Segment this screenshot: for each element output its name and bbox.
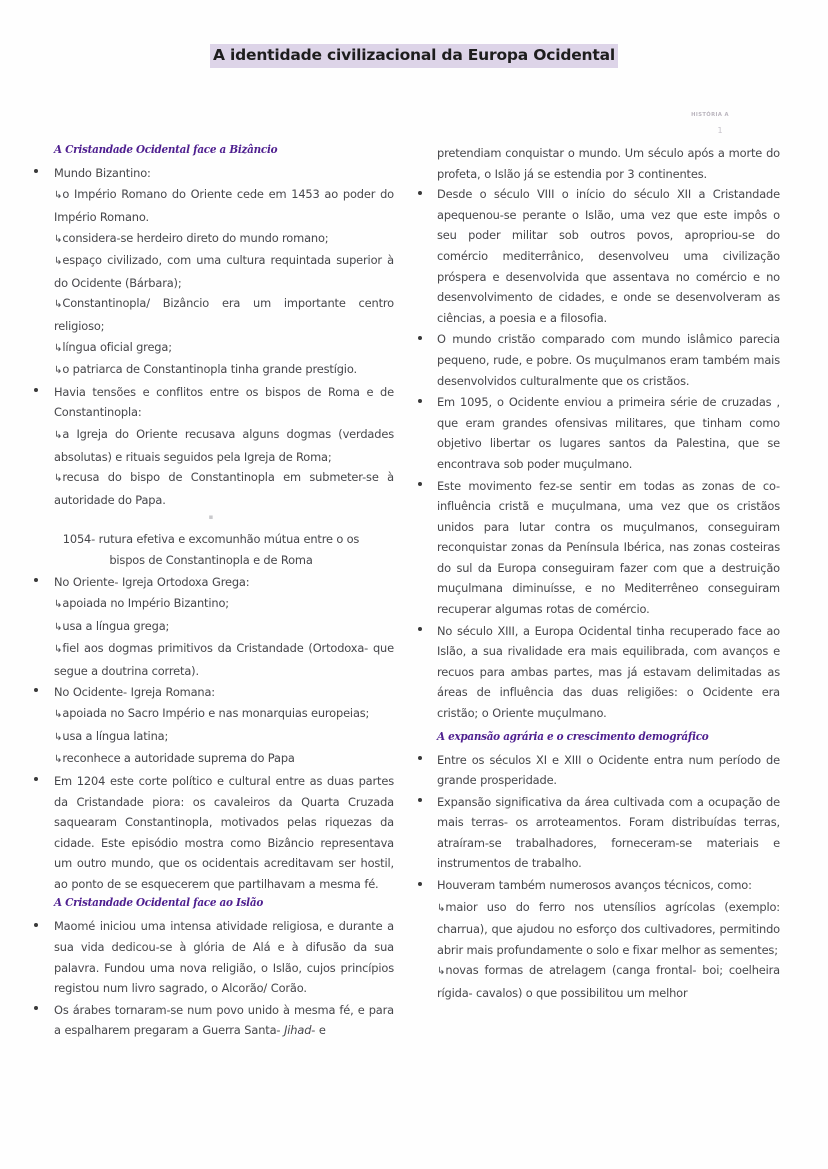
- section-heading-cristandade-islao: A Cristandade Ocidental face ao Islão: [54, 895, 263, 910]
- list-item: [28, 163, 394, 184]
- bullet-icon: [34, 169, 38, 173]
- page-number: 1: [717, 126, 723, 135]
- sub-list-item: [412, 897, 780, 961]
- sub-list-item-text: apoiada no Império Bizantino;: [62, 596, 229, 611]
- sub-list-item: [28, 467, 394, 510]
- sub-list-item-text: o Império Romano do Oriente cede em 1453 ao poder do Império Romano.: [54, 187, 394, 225]
- arrow-icon: ↳: [54, 342, 63, 354]
- sub-list-item-text: fiel aos dogmas primitivos da Cristandade (Ortodoxa- que segue a doutrina correta).: [54, 641, 394, 678]
- sub-list-item-text: usa a língua grega;: [62, 618, 170, 633]
- bullet-icon: [418, 756, 422, 760]
- sub-list-item-text: considera-se herdeiro direto do mundo romano;: [62, 230, 329, 245]
- sub-list-item-text: reconhece a autoridade suprema do Papa: [62, 751, 295, 766]
- bullet-icon: [34, 578, 38, 582]
- list-item: [28, 572, 394, 593]
- list-item: [412, 621, 780, 724]
- page-title: A identidade civilizacional da Europa Ocidental: [210, 44, 618, 68]
- right-column: [412, 143, 780, 1004]
- sub-list-item-text: maior uso do ferro nos utensílios agrícolas (exemplo: charrua), que ajudou no esforço dos cultivadores, permitindo abrir mais profundamente o solo e fixar melhor as sementes;: [437, 899, 780, 957]
- bullet-icon: [34, 923, 38, 927]
- list-item-text: Mundo Bizantino:: [54, 165, 151, 180]
- sub-list-item: [28, 593, 394, 616]
- left-column: [28, 143, 394, 1042]
- emphasis-jihad: Jihad: [284, 1023, 312, 1038]
- bullet-icon: [34, 1006, 38, 1010]
- sub-list-item-text: língua oficial grega;: [62, 339, 172, 354]
- sub-list-item: [28, 726, 394, 749]
- sub-list-item-text: novas formas de atrelagem (canga frontal- boi; coelheira rígida- cavalos) o que possibilitou um melhor: [437, 963, 780, 1001]
- sub-list-item-text: a Igreja do Oriente recusava alguns dogmas (verdades absolutas) e rituais seguidos pela Igreja de Roma;: [54, 427, 394, 464]
- bullet-icon: [418, 482, 422, 486]
- arrow-icon: ↳: [54, 190, 63, 202]
- running-header: HISTÓRIA A: [691, 112, 729, 118]
- arrow-icon: ↳: [54, 430, 63, 441]
- sub-list-item-text: recusa do bispo de Constantinopla em submeter-se à autoridade do Papa.: [54, 470, 394, 507]
- list-item: [412, 875, 780, 896]
- list-item-text: Em 1095, o Ocidente enviou a primeira série de cruzadas , que eram grandes ofensivas militares, que tinham como objetivo libertar os lugares santos da Palestina, que se encontrava sob poder muçulmano.: [437, 395, 780, 471]
- arrow-icon: ↳: [54, 473, 63, 485]
- sub-list-item: [28, 703, 394, 726]
- sub-list-item-text: espaço civilizado, com uma cultura requintada superior à do Ocidente (Bárbara);: [54, 253, 394, 290]
- list-item-text: Entre os séculos XI e XIII o Ocidente entra num período de grande prosperidade.: [437, 752, 780, 788]
- sub-list-item: [28, 337, 394, 360]
- list-item: [412, 476, 780, 620]
- text-part-2: - e: [311, 1023, 326, 1038]
- section-heading-expansao-agraria: A expansão agrária e o crescimento demográfico: [437, 728, 709, 743]
- bullet-icon: [418, 882, 422, 886]
- bullet-icon: [418, 336, 422, 340]
- bullet-icon: [34, 388, 38, 392]
- list-item: [412, 184, 780, 328]
- sub-list-item: [28, 638, 394, 681]
- section-heading-cristandade-bizancio: A Cristandade Ocidental face a Bizâncio: [54, 142, 278, 156]
- arrow-icon: ↳: [54, 709, 63, 721]
- list-item: [28, 382, 394, 423]
- list-item-text: Em 1204 este corte político e cultural entre as duas partes da Cristandade piora: os cavaleiros da Quarta Cruzada saquearam Constantinopla, motivados pelas riquezas da cidade. Este episódio mostra como Bizâncio representava um outro mundo, que os ocidentais acreditavam ser hostil, ao ponto de se esquecerem que partilhavam a mesma fé.: [54, 773, 394, 891]
- sub-list-item: [28, 616, 394, 639]
- list-item-text: Houveram também numerosos avanços técnicos, como:: [437, 878, 752, 893]
- document-title-container: [0, 44, 828, 68]
- list-item-text: Maomé iniciou uma intensa atividade religiosa, e durante a sua vida dedicou-se à glória de Alá e à difusão da sua palavra. Fundou uma nova religião, o Islão, cujos princípios registou num livro sagrado, o Alcorão/ Corão.: [54, 919, 394, 996]
- bullet-icon: [34, 777, 38, 781]
- list-item-text: [54, 1000, 394, 1041]
- list-item-text: No Ocidente- Igreja Romana:: [54, 684, 215, 699]
- list-item-text: No século XIII, a Europa Ocidental tinha recuperado face ao Islão, a sua rivalidade era mais equilibrada, com avanços e recuos para ambas partes, mas já estavam delimitadas as áreas de influência das duas religiões: o Ocidente era cristão; o Oriente muçulmano.: [437, 623, 780, 721]
- list-item-text: O mundo cristão comparado com mundo islâmico parecia pequeno, rude, e pobre. Os muçulmanos eram também mais desenvolvidos culturalmente que os cristãos.: [437, 332, 780, 388]
- arrow-icon: ↳: [54, 754, 63, 766]
- arrow-icon: ↳: [54, 731, 63, 743]
- stray-mark: ▪: [208, 513, 214, 522]
- sub-list-item: [412, 960, 780, 1003]
- bullet-icon: [418, 798, 422, 802]
- arrow-icon: ↳: [437, 902, 446, 914]
- list-item: [412, 392, 780, 474]
- list-item: [28, 916, 394, 998]
- sub-list-item: [28, 748, 394, 771]
- arrow-icon: ↳: [54, 621, 63, 633]
- bullet-icon: [418, 627, 422, 631]
- list-item: [412, 792, 780, 874]
- sub-list-item-text: apoiada no Sacro Império e nas monarquias europeias;: [62, 706, 370, 721]
- sub-list-item-text: o patriarca de Constantinopla tinha grande prestígio.: [62, 362, 357, 377]
- list-item-text: Havia tensões e conflitos entre os bispos de Roma e de Constantinopla:: [54, 384, 394, 420]
- bullet-icon: [418, 399, 422, 403]
- sub-list-item-text: Constantinopla/ Bizâncio era um importante centro religioso;: [54, 296, 394, 334]
- bullet-icon: [418, 191, 422, 195]
- sub-list-item: [28, 250, 394, 293]
- arrow-icon: ↳: [54, 256, 63, 268]
- arrow-icon: ↳: [54, 299, 63, 311]
- sub-list-item: [28, 293, 394, 336]
- list-item: [28, 771, 394, 895]
- highlight-note-1054: 1054- rutura efetiva e excomunhão mútua entre o os bispos de Constantinopla e de Roma: [62, 532, 360, 567]
- sub-list-item: [28, 424, 394, 467]
- list-item-text: No Oriente- Igreja Ortodoxa Grega:: [54, 574, 250, 589]
- arrow-icon: ↳: [437, 966, 446, 978]
- sub-list-item: [28, 184, 394, 227]
- list-item: [28, 682, 394, 703]
- list-item-text: Expansão significativa da área cultivada com a ocupação de mais terras- os arroteamentos. Foram distribuídas terras, atraíram-se trabalhadores, forneceram-se materiais e instrumentos de trabalho.: [437, 794, 780, 871]
- sub-list-item: [28, 228, 394, 251]
- list-item: [412, 750, 780, 791]
- arrow-icon: ↳: [54, 365, 63, 377]
- arrow-icon: ↳: [54, 599, 63, 611]
- list-item-text: Desde o século VIII o início do século XII a Cristandade apequenou-se perante o Islão, uma vez que este impôs o seu poder militar sob outros povos, apropriou-se do comércio mediterrânico, desenvolveu uma civilização próspera e desenvolvida que assentava no comércio e no desenvolvimento de cidades, e onde se desenvolveram as ciências, a poesia e a filosofia.: [437, 187, 780, 325]
- sub-list-item-text: usa a língua latina;: [62, 728, 169, 743]
- list-item-text: Este movimento fez-se sentir em todas as zonas de co-influência cristã e muçulmana, uma vez que os cristãos unidos para lutar contra os muçulmanos, conseguiram reconquistar zonas da Península Ibérica, nas zonas costeiras do sul da Europa conseguiram fazer com que a destruição muçulmana diminuísse, e no Mediterrêneo conseguiram recuperar algumas rotas de comércio.: [437, 478, 780, 617]
- arrow-icon: ↳: [54, 233, 63, 245]
- list-item: [28, 1000, 394, 1041]
- sub-list-item: [28, 359, 394, 382]
- continuation-paragraph: pretendiam conquistar o mundo. Um século após a morte do profeta, o Islão já se estendia por 3 continentes.: [437, 146, 780, 181]
- list-item: [412, 329, 780, 391]
- arrow-icon: ↳: [54, 644, 63, 656]
- text-part-1: Os árabes tornaram-se num povo unido à mesma fé, e para a espalharem pregaram a Guerra Santa-: [54, 1002, 394, 1038]
- bullet-icon: [34, 688, 38, 692]
